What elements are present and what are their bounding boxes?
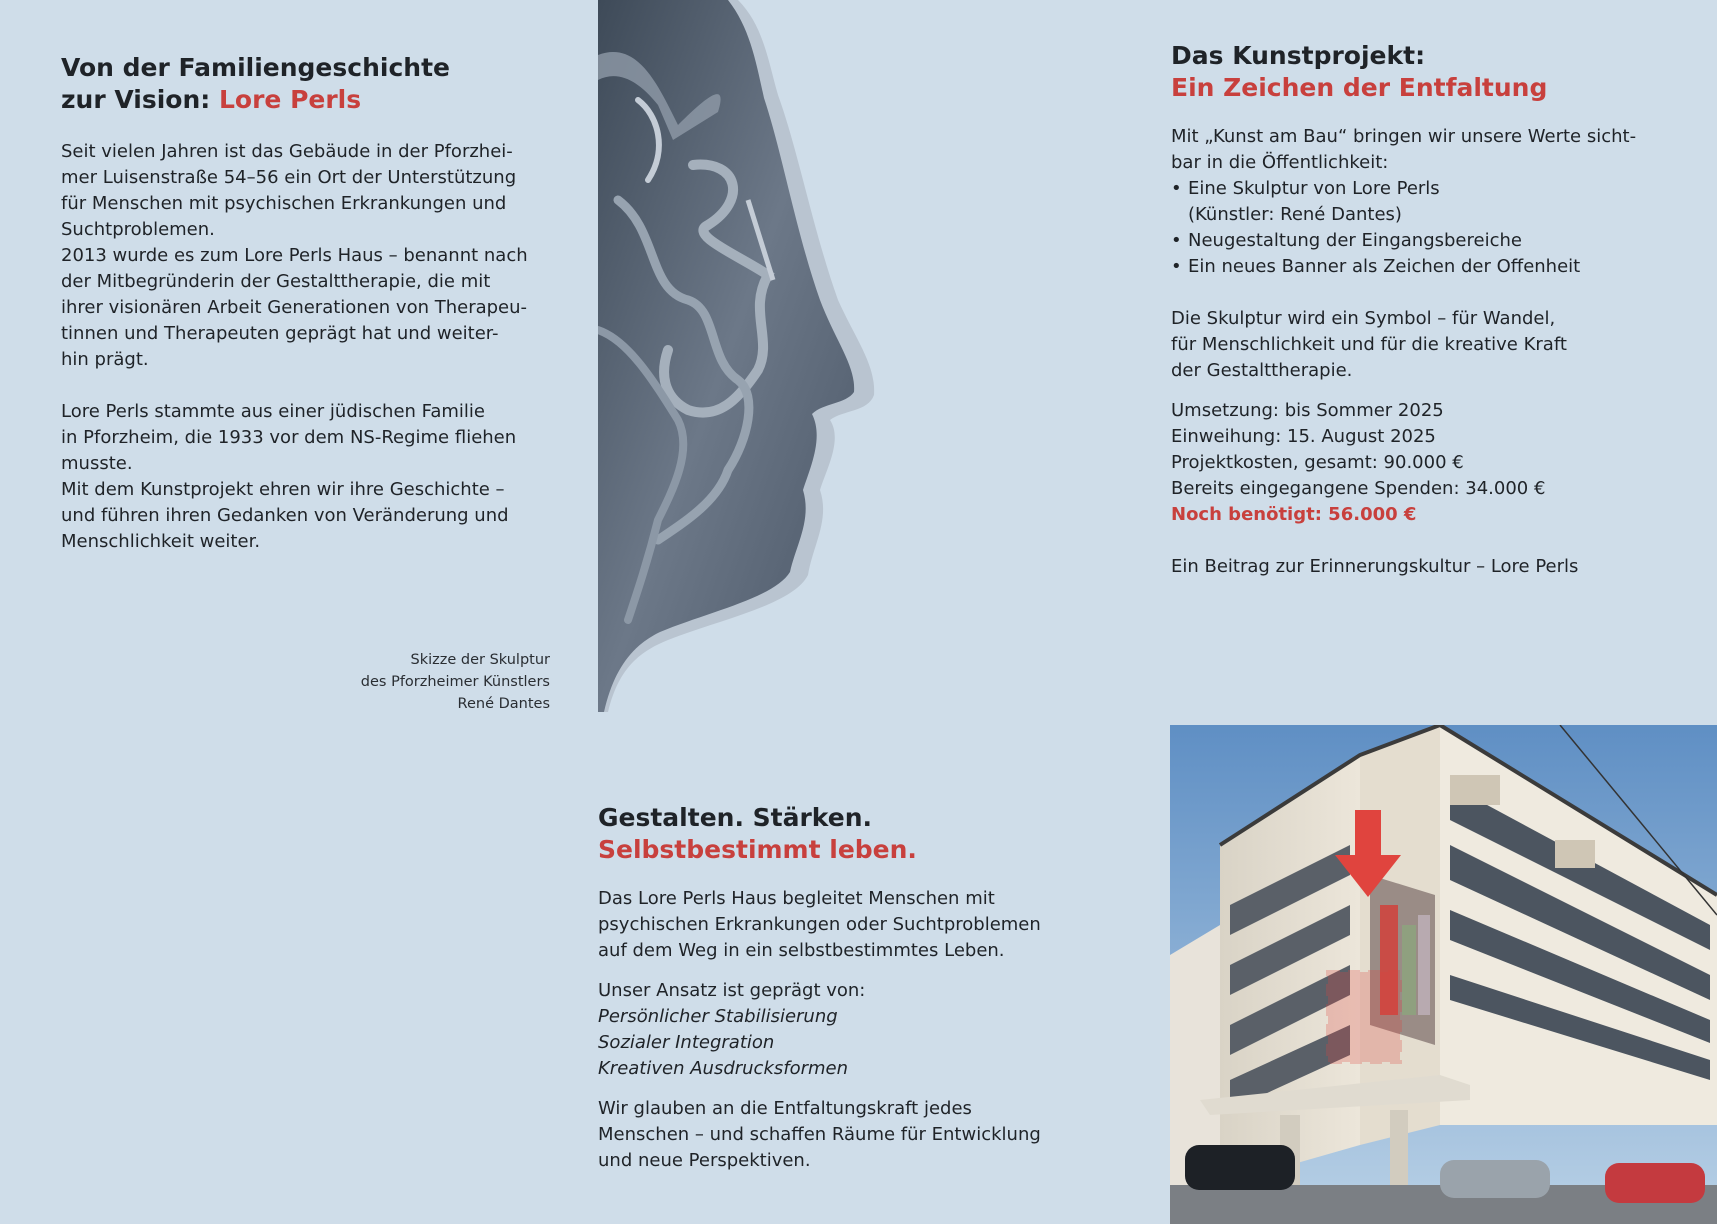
sculpture-sketch-image	[598, 0, 888, 712]
right-heading: Das Kunstprojekt: Ein Zeichen der Entfaltung	[1171, 41, 1548, 102]
middle-para-1: Das Lore Perls Haus begleitet Menschen mit psychischen Erkrankungen oder Suchtproblemen auf dem Weg in ein selbstbestimmtes Leben.	[598, 888, 1041, 961]
middle-column	[598, 802, 1118, 1174]
right-column	[1171, 40, 1691, 580]
left-heading: Von der Familiengeschichte zur Vision: Lore Perls	[61, 53, 450, 114]
left-column	[61, 52, 561, 555]
left-para-4: Mit dem Kunstprojekt ehren wir ihre Geschichte – und führen ihren Gedanken von Veränderung und Menschlichkeit weiter.	[61, 479, 509, 552]
right-closing: Ein Beitrag zur Erinnerungskultur – Lore Perls	[1171, 556, 1579, 577]
left-para-3: Lore Perls stammte aus einer jüdischen Familie in Pforzheim, die 1933 vor dem NS-Regime fliehen musste.	[61, 401, 517, 474]
list-item: • Neugestaltung der Eingangsbereiche	[1171, 230, 1522, 251]
right-bullet-list	[1171, 176, 1691, 280]
middle-approach: Unser Ansatz ist geprägt von: Persönlicher Stabilisierung Sozialer Integration Kreativen Ausdrucksformen	[598, 980, 866, 1079]
needed-amount: Noch benötigt: 56.000 €	[1171, 504, 1417, 525]
list-item: • Ein neues Banner als Zeichen der Offenheit	[1171, 256, 1581, 277]
sculpture-caption: Skizze der Skulptur des Pforzheimer Künstlers René Dantes	[360, 652, 550, 712]
right-symbol-text: Die Skulptur wird ein Symbol – für Wandel, für Menschlichkeit und für die kreative Kraft der Gestalttherapie.	[1171, 308, 1567, 381]
left-para-1: Seit vielen Jahren ist das Gebäude in der Pforzhei- mer Luisenstraße 54–56 ein Ort der Unterstützung für Menschen mit psychischen Erkrankungen und Suchtproblemen.	[61, 141, 517, 240]
right-facts: Umsetzung: bis Sommer 2025 Einweihung: 15. August 2025 Projektkosten, gesamt: 90.000 € Bereits eingegangene Spenden: 34.000 € Noch benötigt: 56.000 €	[1171, 398, 1691, 528]
building-photo	[1170, 725, 1717, 1224]
left-para-2: 2013 wurde es zum Lore Perls Haus – benannt nach der Mitbegründerin der Gestalttherapie, die mit ihrer visionären Arbeit Generationen von Therapeu- tinnen und Therapeuten geprägt hat und weiter- hin prägt.	[61, 245, 528, 370]
middle-para-3: Wir glauben an die Entfaltungskraft jedes Menschen – und schaffen Räume für Entwicklung und neue Perspektiven.	[598, 1098, 1041, 1171]
list-item: • Eine Skulptur von Lore Perls (Künstler: René Dantes)	[1171, 178, 1440, 225]
middle-heading: Gestalten. Stärken. Selbstbestimmt leben.	[598, 803, 917, 864]
right-intro: Mit „Kunst am Bau“ bringen wir unsere Werte sicht- bar in die Öffentlichkeit:	[1171, 126, 1637, 173]
